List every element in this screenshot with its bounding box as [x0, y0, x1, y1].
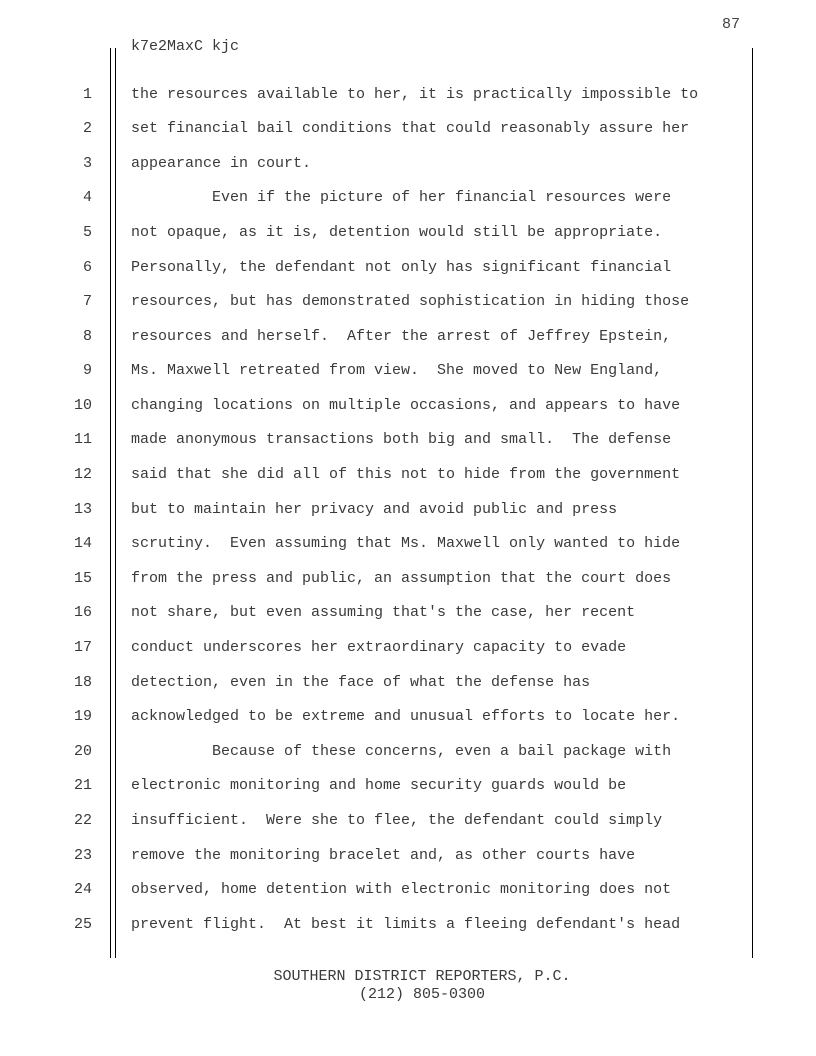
line-number: 12	[73, 466, 92, 483]
line-number: 9	[82, 362, 92, 379]
transcript-line: changing locations on multiple occasions, and appears to have	[131, 397, 681, 414]
transcript-line: insufficient. Were she to flee, the defendant could simply	[131, 812, 663, 829]
transcript-line: Because of these concerns, even a bail package with	[131, 743, 672, 760]
transcript-line: resources and herself. After the arrest of Jeffrey Epstein,	[131, 328, 672, 345]
line-number: 11	[73, 431, 92, 448]
page-number: 87	[721, 16, 740, 33]
footer-phone: (212) 805-0300	[358, 986, 486, 1003]
line-number: 22	[73, 812, 92, 829]
transcript-line: prevent flight. At best it limits a fleeing defendant's head	[131, 916, 681, 933]
line-number: 18	[73, 674, 92, 691]
line-number: 21	[73, 777, 92, 794]
right-margin-rule	[752, 48, 753, 958]
transcript-line: not share, but even assuming that's the case, her recent	[131, 604, 636, 621]
transcript-line: but to maintain her privacy and avoid public and press	[131, 501, 618, 518]
transcript-line: scrutiny. Even assuming that Ms. Maxwell only wanted to hide	[131, 535, 681, 552]
line-number: 2	[82, 120, 92, 137]
transcript-line: appearance in court.	[131, 155, 312, 172]
line-number: 14	[73, 535, 92, 552]
transcript-line: Personally, the defendant not only has significant financial	[131, 259, 672, 276]
line-number: 13	[73, 501, 92, 518]
case-code: k7e2MaxC kjc	[131, 38, 240, 55]
transcript-line: electronic monitoring and home security guards would be	[131, 777, 627, 794]
transcript-line: not opaque, as it is, detention would still be appropriate.	[131, 224, 663, 241]
line-number: 8	[82, 328, 92, 345]
line-number: 25	[73, 916, 92, 933]
transcript-line: made anonymous transactions both big and small. The defense	[131, 431, 672, 448]
footer-reporter: SOUTHERN DISTRICT REPORTERS, P.C.	[273, 968, 571, 985]
left-margin-rule	[110, 48, 111, 958]
transcript-line: detection, even in the face of what the defense has	[131, 674, 591, 691]
line-number: 1	[82, 86, 92, 103]
left-margin-rule-inner	[115, 48, 116, 958]
line-number: 15	[73, 570, 92, 587]
line-number: 24	[73, 881, 92, 898]
line-number: 6	[82, 259, 92, 276]
transcript-line: Even if the picture of her financial resources were	[131, 189, 672, 206]
line-number: 3	[82, 155, 92, 172]
line-number: 17	[73, 639, 92, 656]
transcript-line: from the press and public, an assumption that the court does	[131, 570, 672, 587]
line-number: 19	[73, 708, 92, 725]
transcript-line: remove the monitoring bracelet and, as other courts have	[131, 847, 636, 864]
line-number: 5	[82, 224, 92, 241]
line-number: 7	[82, 293, 92, 310]
transcript-line: observed, home detention with electronic monitoring does not	[131, 881, 672, 898]
line-number: 16	[73, 604, 92, 621]
transcript-line: acknowledged to be extreme and unusual efforts to locate her.	[131, 708, 681, 725]
line-number: 10	[73, 397, 92, 414]
line-number: 20	[73, 743, 92, 760]
transcript-line: the resources available to her, it is practically impossible to	[131, 86, 699, 103]
transcript-line: Ms. Maxwell retreated from view. She moved to New England,	[131, 362, 663, 379]
line-number: 4	[82, 189, 92, 206]
transcript-line: said that she did all of this not to hide from the government	[131, 466, 681, 483]
transcript-line: conduct underscores her extraordinary capacity to evade	[131, 639, 627, 656]
transcript-line: resources, but has demonstrated sophistication in hiding those	[131, 293, 690, 310]
line-number: 23	[73, 847, 92, 864]
transcript-line: set financial bail conditions that could reasonably assure her	[131, 120, 690, 137]
